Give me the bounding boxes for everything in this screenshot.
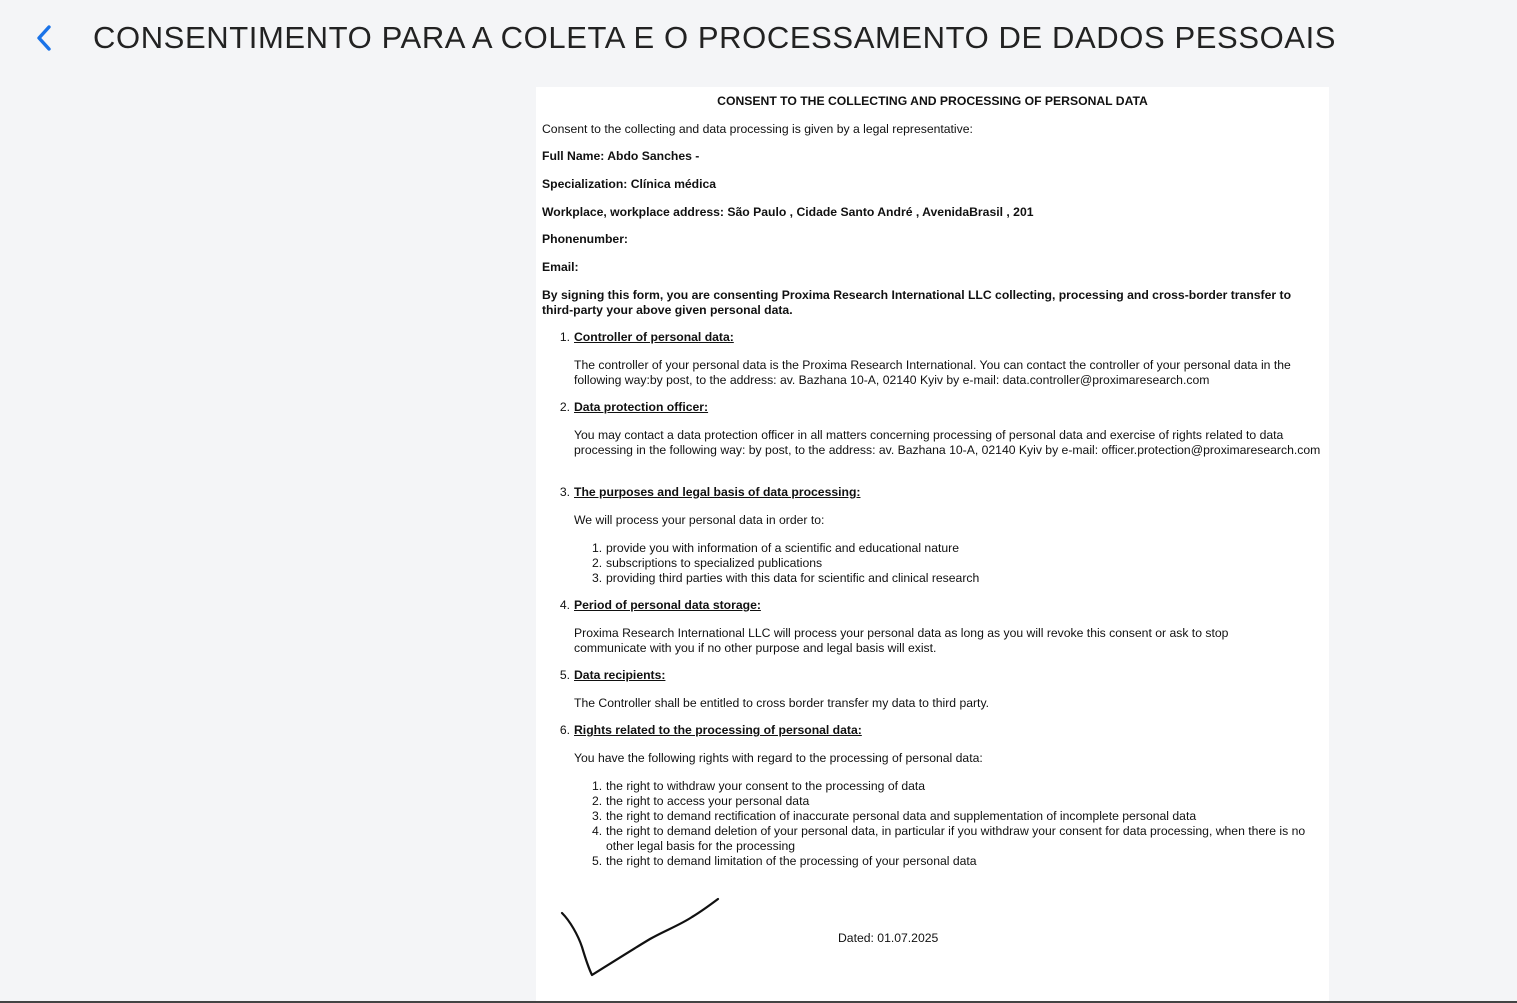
back-button[interactable] <box>24 18 64 58</box>
list-item: 5. the right to demand limitation of the processing of your personal data <box>592 854 977 868</box>
section-body: The controller of your personal data is the Proxima Research International. You can contact the controller of your personal data in the following way:by post, to the address: av. Bazhana 10-A, 02140 Kyiv by e-mail: data.controller@proximaresearch.com <box>574 358 1291 387</box>
section-title: The purposes and legal basis of data processing: <box>574 485 861 499</box>
list-item: 4. the right to demand deletion of your personal data, in particular if you withdraw your consent for data processing, when there is no other legal basis for the processing <box>592 824 1306 853</box>
consent-document[interactable] <box>536 87 1329 1003</box>
list-item: 3. the right to demand rectification of inaccurate personal data and supplementation of incomplete personal data <box>592 809 1197 823</box>
top-bar <box>0 0 1517 76</box>
full-name: Full Name: Abdo Sanches - <box>542 149 700 163</box>
section-body: The Controller shall be entitled to cross border transfer my data to third party. <box>574 696 990 710</box>
section-title: Controller of personal data: <box>574 330 734 344</box>
phone-number: Phonenumber: <box>542 232 628 246</box>
list-item: 2. the right to access your personal data <box>592 794 810 808</box>
dated-label: Dated: 01.07.2025 <box>838 931 939 945</box>
section-title: Period of personal data storage: <box>574 598 761 612</box>
section-number: 5. <box>559 668 570 682</box>
section-title: Rights related to the processing of personal data: <box>574 723 862 737</box>
intro-text: Consent to the collecting and data processing is given by a legal representative: <box>542 122 973 136</box>
section-number: 6. <box>559 723 570 737</box>
section-body: We will process your personal data in order to: <box>574 513 825 527</box>
chevron-left-icon <box>32 23 56 53</box>
section-number: 1. <box>559 330 570 344</box>
document-heading: CONSENT TO THE COLLECTING AND PROCESSING OF PERSONAL DATA <box>717 94 1148 108</box>
list-item: 2. subscriptions to specialized publications <box>592 556 823 570</box>
workplace-address: Workplace, workplace address: São Paulo , Cidade Santo André , AvenidaBrasil , 201 <box>542 205 1034 219</box>
specialization: Specialization: Clínica médica <box>542 177 717 191</box>
list-item: 1. the right to withdraw your consent to the processing of data <box>592 779 926 793</box>
section-body: You may contact a data protection officer in all matters concerning processing of personal data and exercise of rights related to data processing in the following way: by post, to the address: av. Bazhana 10-A, 02140 Kyiv by e-mail: officer.protection@proximaresearch.com <box>574 428 1321 457</box>
page-title: CONSENTIMENTO PARA A COLETA E O PROCESSAMENTO DE DADOS PESSOAIS <box>93 20 1337 55</box>
section-body: You have the following rights with regard to the processing of personal data: <box>574 751 983 765</box>
signature-image <box>560 895 722 979</box>
section-title: Data recipients: <box>574 668 666 682</box>
list-item: 1. provide you with information of a scientific and educational nature <box>592 541 959 555</box>
list-item: 3. providing third parties with this data for scientific and clinical research <box>592 571 980 585</box>
section-number: 4. <box>559 598 570 612</box>
email: Email: <box>542 260 579 274</box>
section-number: 3. <box>559 485 570 499</box>
signing-statement: By signing this form, you are consenting Proxima Research International LLC collecting, processing and cross-border transfer to third-party your above given personal data. <box>542 288 1292 317</box>
section-number: 2. <box>559 400 570 414</box>
section-body: Proxima Research International LLC will process your personal data as long as you will revoke this consent or ask to stop communicate with you if no other purpose and legal basis will exist. <box>574 626 1229 655</box>
purposes-list <box>574 541 1319 586</box>
section-title: Data protection officer: <box>574 400 709 414</box>
rights-list <box>574 779 1326 869</box>
